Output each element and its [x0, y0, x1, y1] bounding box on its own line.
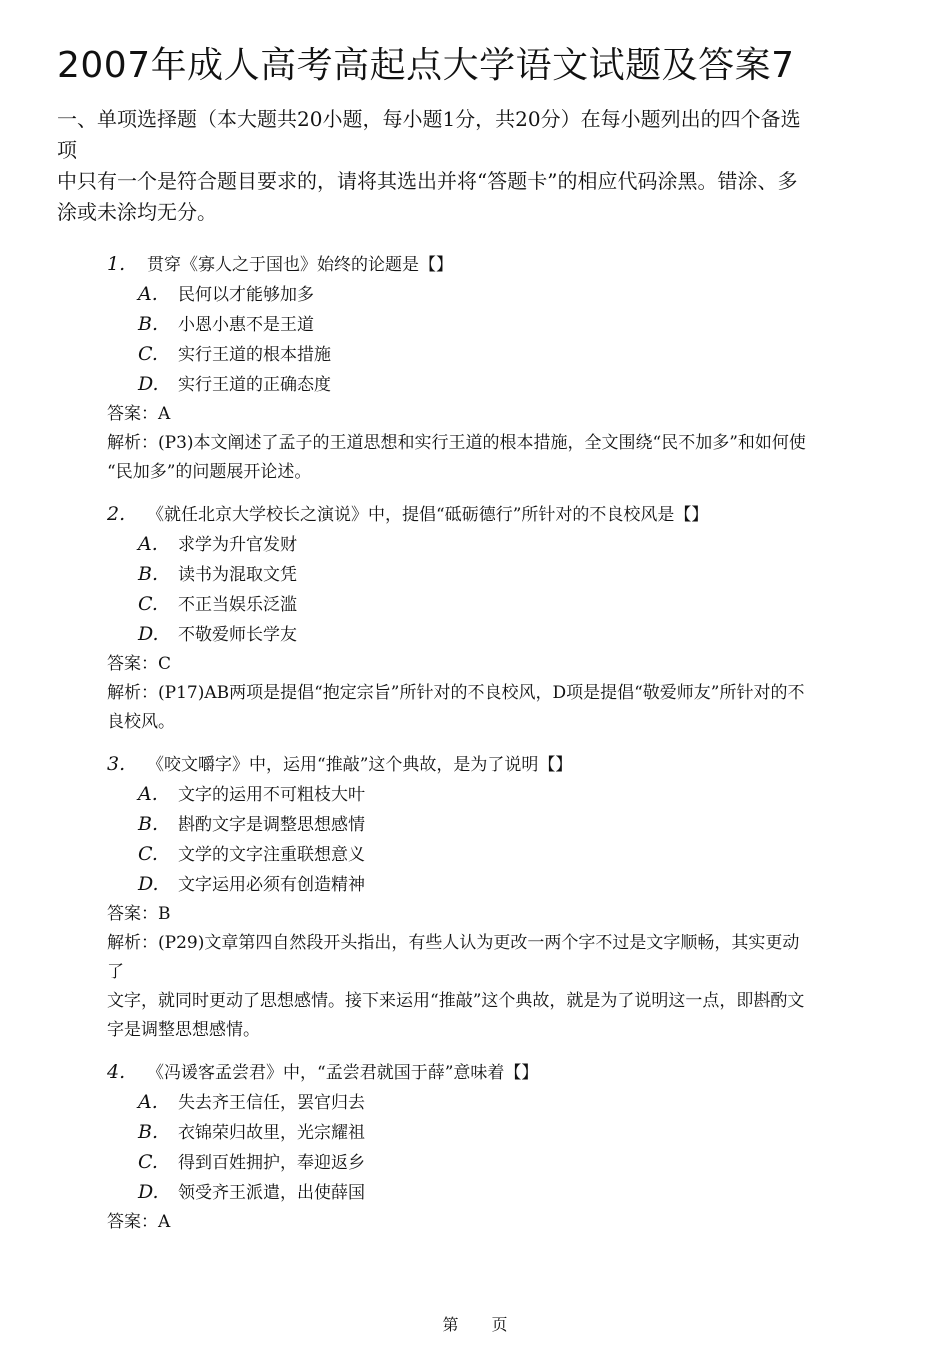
analysis-line: 解析：(P3)本文阐述了孟子的王道思想和实行王道的根本措施，全文围绕“民不加多”和如何使 — [107, 433, 806, 453]
question-text: 贯穿《寡人之于国也》始终的论题是【】 — [147, 255, 453, 275]
option-text: 文字的运用不可粗枝大叶 — [178, 785, 365, 805]
question-3 — [107, 750, 897, 1045]
option-b — [138, 810, 897, 840]
option-list — [107, 530, 897, 650]
option-text: 失去齐王信任，罢官归去 — [178, 1093, 365, 1113]
option-letter: C. — [138, 343, 158, 365]
option-a — [138, 1088, 897, 1118]
option-d — [138, 370, 897, 400]
option-letter: C. — [138, 1151, 158, 1173]
option-letter: C. — [138, 843, 158, 865]
option-text: 文字运用必须有创造精神 — [178, 875, 365, 895]
analysis-line: 文字，就同时更动了思想感情。接下来运用“推敲”这个典故，就是为了说明这一点，即斟酌文 — [107, 991, 805, 1011]
question-text: 《就任北京大学校长之演说》中，提倡“砥砺德行”所针对的不良校风是【】 — [147, 505, 709, 525]
question-2 — [107, 500, 897, 737]
option-c — [138, 840, 897, 870]
question-stem — [107, 250, 897, 280]
analysis-line: 良校风。 — [107, 712, 175, 732]
option-letter: B. — [138, 563, 159, 585]
analysis-line: 解析：(P17)AB两项是提倡“抱定宗旨”所针对的不良校风，D项是提倡“敬爱师友”所针对的不 — [107, 683, 805, 703]
question-text: 《冯谖客孟尝君》中，“孟尝君就国于薛”意味着【】 — [147, 1063, 539, 1083]
option-d — [138, 620, 897, 650]
option-text: 求学为升官发财 — [178, 535, 297, 555]
option-letter: A. — [138, 283, 158, 305]
page-footer: 第 页 — [442, 1315, 508, 1334]
option-d — [138, 1178, 897, 1208]
intro-line: 涂或未涂均无分。 — [57, 200, 217, 224]
analysis-line: “民加多”的问题展开论述。 — [107, 462, 312, 482]
option-text: 读书为混取文凭 — [178, 565, 297, 585]
option-d — [138, 870, 897, 900]
option-letter: C. — [138, 593, 158, 615]
option-c — [138, 1148, 897, 1178]
option-b — [138, 560, 897, 590]
option-text: 文学的文字注重联想意义 — [178, 845, 365, 865]
option-text: 民何以才能够加多 — [178, 285, 314, 305]
option-text: 领受齐王派遣，出使薛国 — [178, 1183, 365, 1203]
option-letter: D. — [138, 373, 159, 395]
option-letter: A. — [138, 533, 158, 555]
answer-line: 答案：A — [107, 1212, 171, 1232]
option-letter: D. — [138, 623, 159, 645]
option-letter: D. — [138, 1181, 159, 1203]
question-stem — [107, 1058, 897, 1088]
option-b — [138, 1118, 897, 1148]
option-a — [138, 530, 897, 560]
option-a — [138, 780, 897, 810]
question-number: 4. — [107, 1061, 126, 1083]
option-b — [138, 310, 897, 340]
option-letter: B. — [138, 313, 159, 335]
analysis-line: 字是调整思想感情。 — [107, 1020, 260, 1040]
option-letter: D. — [138, 873, 159, 895]
option-text: 不敬爱师长学友 — [178, 625, 297, 645]
option-letter: B. — [138, 813, 159, 835]
question-number: 3. — [107, 753, 126, 775]
question-1 — [107, 250, 897, 487]
question-4 — [107, 1058, 897, 1237]
question-number: 2. — [107, 503, 126, 525]
option-list — [107, 1088, 897, 1208]
answer-line: 答案：A — [107, 404, 171, 424]
option-letter: B. — [138, 1121, 159, 1143]
question-stem — [107, 750, 897, 780]
option-list — [107, 280, 897, 400]
option-text: 小恩小惠不是王道 — [178, 315, 314, 335]
question-text: 《咬文嚼字》中，运用“推敲”这个典故，是为了说明【】 — [147, 755, 573, 775]
question-list — [107, 250, 897, 1250]
option-text: 衣锦荣归故里，光宗耀祖 — [178, 1123, 365, 1143]
option-text: 不正当娱乐泛滥 — [178, 595, 297, 615]
page-title: 2007年成人高考高起点大学语文试题及答案7 — [57, 45, 795, 86]
intro-line: 一、单项选择题（本大题共20小题，每小题1分，共20分）在每小题列出的四个备选 — [57, 107, 801, 131]
question-stem — [107, 500, 897, 530]
option-text: 斟酌文字是调整思想感情 — [178, 815, 365, 835]
analysis — [107, 429, 897, 487]
analysis-line: 了 — [107, 962, 124, 982]
intro-line: 中只有一个是符合题目要求的，请将其选出并将“答题卡”的相应代码涂黑。错涂、多 — [57, 169, 798, 193]
analysis — [107, 929, 897, 1045]
analysis — [107, 679, 897, 737]
option-text: 实行王道的根本措施 — [178, 345, 331, 365]
option-c — [138, 340, 897, 370]
option-letter: A. — [138, 783, 158, 805]
option-text: 得到百姓拥护，奉迎返乡 — [178, 1153, 365, 1173]
answer-line: 答案：B — [107, 904, 171, 924]
option-c — [138, 590, 897, 620]
question-number: 1. — [107, 253, 126, 275]
option-text: 实行王道的正确态度 — [178, 375, 331, 395]
intro-line: 项 — [57, 138, 77, 162]
answer-line: 答案：C — [107, 654, 172, 674]
option-a — [138, 280, 897, 310]
section-intro — [57, 104, 897, 228]
option-list — [107, 780, 897, 900]
analysis-line: 解析：(P29)文章第四自然段开头指出，有些人认为更改一两个字不过是文字顺畅，其实更动 — [107, 933, 800, 953]
option-letter: A. — [138, 1091, 158, 1113]
